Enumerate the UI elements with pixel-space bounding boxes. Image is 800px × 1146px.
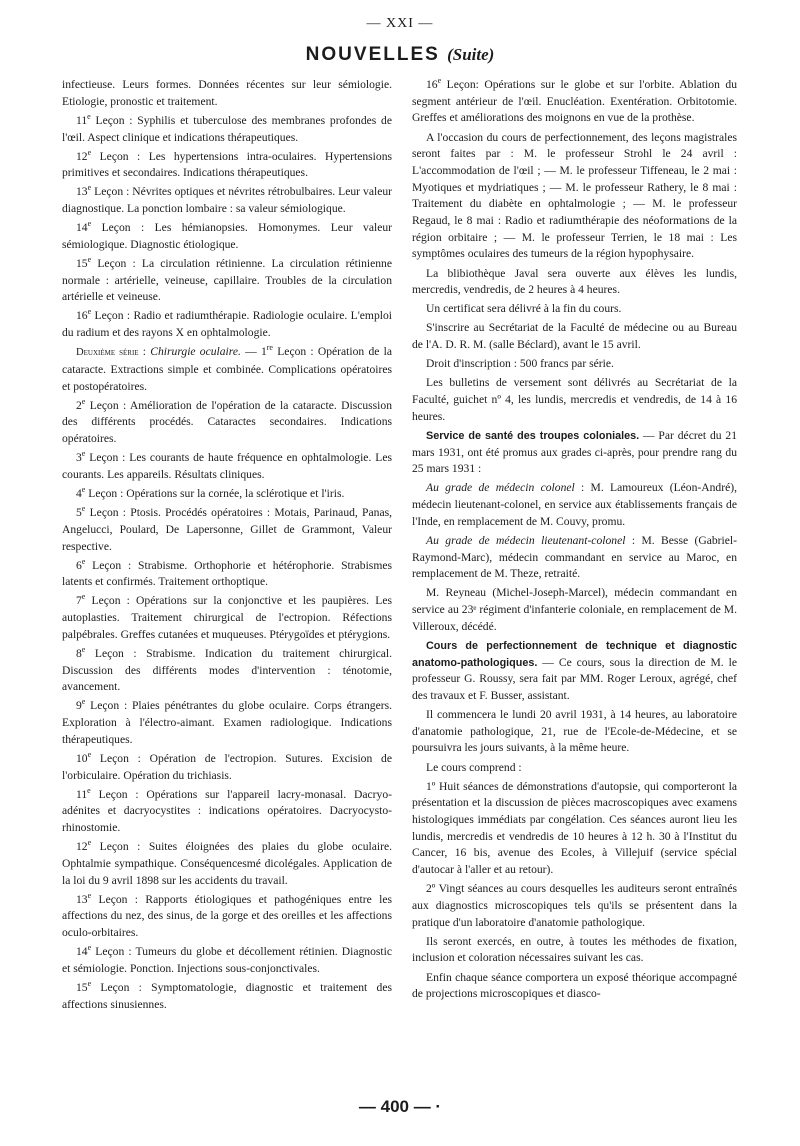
paragraph-text: — Par décret du 21 mars 1931, ont été promus aux grades ci-après, pour prendre rang du 25 mars 1931 : <box>412 428 737 476</box>
paragraph-text: Leçon : Opération de la cataracte. Extractions simple et combinée. Complications opératoires et postopératoires. <box>62 345 392 393</box>
lesson-number: 11 <box>76 113 88 127</box>
paragraph <box>62 787 392 837</box>
paragraph-text: Enfin chaque séance comportera un exposé théorique accompagné de projections microscopiques et diasco- <box>412 970 737 1001</box>
paragraph <box>412 480 737 530</box>
paragraph <box>412 375 737 425</box>
paragraph <box>62 698 392 748</box>
lesson-number-suffix: e <box>81 697 86 707</box>
paragraph-text: Leçon : Strabisme. Indication du traitement chirurgical. Discussion des différents modes d'intervention : ténotomie, avancement. <box>62 646 392 694</box>
paragraph-text: Leçon : Opération de l'ectropion. Sutures. Excision de l'orbiculaire. Opération du trichiasis. <box>62 751 392 782</box>
paragraph <box>412 934 737 967</box>
lesson-number-suffix: e <box>81 645 86 655</box>
paragraph-text: Leçon : Rapports étiologiques et pathogéniques entre les affections du nez, des sinus, de la gorge et des oreilles et les affections oculo-orbitaires. <box>62 892 392 940</box>
lesson-number: 8 <box>76 646 82 660</box>
lesson-number-suffix: e <box>87 943 92 953</box>
paragraph <box>412 356 737 373</box>
paragraph-text: Leçon : Radio et radiumthérapie. Radiologie oculaire. L'emploi du radium et des rayons X en ophtalmologie. <box>62 309 392 340</box>
paragraph <box>62 486 392 503</box>
lesson-number: 4 <box>76 487 82 501</box>
paragraph-text: Leçon : La circulation rétinienne. La circulation rétinienne normale : artérielle, veineuse, capillaire. Troubles de la circulation artérielle et veineuse. <box>62 256 392 304</box>
paragraph-text: Leçon : Syphilis et tuberculose des membranes profondes de l'œil. Aspect clinique et indications thérapeutiques. <box>62 113 392 144</box>
paragraph <box>62 944 392 977</box>
paragraph-text: Leçon : Strabisme. Orthophorie et hétérophorie. Strabismes latents et confirmés. Traitement orthoptique. <box>62 558 392 589</box>
paragraph-text: : M. Besse (Gabriel-Raymond-Marc), médecin commandant en service au Maroc, en remplacement de M. Theze, retraité. <box>412 533 737 581</box>
section-title-suffix: (Suite) <box>447 45 495 64</box>
paragraph <box>412 970 737 1003</box>
paragraph-italic-lead: Au grade de médecin lieutenant-colonel <box>426 533 626 547</box>
lesson-number-suffix: e <box>87 111 91 121</box>
paragraph-text: Leçon : Opérations sur la conjonctive et les paupières. Les autoplasties. Traitement chirurgical de l'ectropion. Réfections palpébrales. Greffes cutanées et muqueuses. Ptérygoïdes et ptérygions. <box>62 594 392 641</box>
paragraph <box>62 308 392 341</box>
lesson-number-suffix: e <box>87 255 92 265</box>
lesson-number-suffix: e <box>437 76 442 86</box>
series-label: Deuxième série <box>76 347 139 359</box>
paragraph-text: infectieuse. Leurs formes. Données récentes sur leur sémiologie. Etiologie, pronostic et traitement. <box>62 78 392 108</box>
lesson-number: 3 <box>76 451 82 465</box>
section-title <box>0 44 800 66</box>
paragraph <box>62 398 392 448</box>
paragraph <box>412 266 737 299</box>
paragraph-text: S'inscrire au Secrétariat de la Faculté de médecine ou au Bureau de l'A. D. R. M. (salle Béclard), avant le 15 avril. <box>412 321 737 352</box>
lesson-number: 11 <box>76 787 88 801</box>
lesson-number: 2 <box>76 398 82 412</box>
paragraph <box>62 839 392 889</box>
paragraph <box>62 646 392 696</box>
lesson-number: 16 <box>426 78 438 91</box>
lesson-number: 16 <box>76 309 88 323</box>
paragraph <box>412 881 737 931</box>
paragraph <box>62 593 392 643</box>
paragraph <box>412 760 737 777</box>
paragraph-text: Leçon : Ptosis. Procédés opératoires : Motais, Parinaud, Panas, Angelucci, Poulard, De Lapersonne, Gillet de Grammont, Valeur respective. <box>62 506 392 553</box>
paragraph-text: 2º Vingt séances au cours desquelles les auditeurs seront entraînés aux diagnostics microscopiques tels qu'ils se présentent dans la pratique d'un laboratoire d'anatomie pathologique. <box>412 882 737 929</box>
lesson-number: 6 <box>76 558 82 572</box>
paragraph-text: Le cours comprend : <box>426 760 522 774</box>
paragraph-text: A l'occasion du cours de perfectionnement, des leçons magistrales seront faites par : M. le professeur Strohl le 24 avril : L'accommodation de l'œil ; — M. le professeur Tiffeneau, le 2 mai : Myotiques et mydriatiques ; — M. le professeur Rathery, le 8 mai : Traitement du diabète en ophtalmologie ; — M. le professeur Regaud, le 8 mai : Radio et radiumthérapie des néoformations de la région orbitaire ; — M. le professeur Terrien, le 18 mai : Les symptômes oculaires des tumeurs de la région hypophysaire. <box>412 130 737 261</box>
paragraph <box>62 505 392 555</box>
lesson-number-suffix: e <box>87 183 92 193</box>
lesson-number-suffix: e <box>81 556 86 566</box>
paragraph <box>412 585 737 635</box>
paragraph <box>62 220 392 253</box>
page-number: — 400 — · <box>358 1097 442 1116</box>
paragraph <box>412 130 737 264</box>
paragraph-text: Un certificat sera délivré à la fin du cours. <box>426 302 622 316</box>
paragraph-text: Leçon : Symptomatologie, diagnostic et traitement des affections sinusiennes. <box>62 981 392 1011</box>
paragraph <box>412 77 737 127</box>
paragraph <box>62 77 392 110</box>
paragraph-text: Leçon : Plaies pénétrantes du globe oculaire. Corps étrangers. Exploration à l'électro-aimant. Examen radiologique. Indications thérapeutiques. <box>62 699 392 746</box>
lesson-number: 14 <box>76 945 88 959</box>
paragraph <box>62 892 392 942</box>
lesson-number: 7 <box>76 594 82 608</box>
lesson-number-suffix: e <box>87 750 92 760</box>
paragraph <box>412 779 737 879</box>
paragraph-heading: Service de santé des troupes coloniales. <box>426 429 640 442</box>
lesson-number: 12 <box>76 149 88 163</box>
paragraph-text: Droit d'inscription : 500 francs par série. <box>426 357 614 371</box>
paragraph <box>412 320 737 353</box>
paragraph-text: Leçon : Tumeurs du globe et décollement rétinien. Diagnostic et sémiologie. Ponction. Injections sous-conjonctivales. <box>62 945 392 975</box>
lesson-number-suffix: e <box>87 147 92 157</box>
paragraph-text: M. Reyneau (Michel-Joseph-Marcel), médecin commandant en service au 23ᵉ régiment d'infanterie coloniale, en remplacement de M. Villeroux, décédé. <box>412 586 737 633</box>
paragraph-text: Il commencera le lundi 20 avril 1931, à 14 heures, au laboratoire d'anatomie pathologique, 21, rue de l'Ecole-de-Médecine, et se poursuivra les jours suivants, à la même heure. <box>412 708 737 755</box>
paragraph-text: 1º Huit séances de démonstrations d'autopsie, qui comporteront la présentation et la discussion de pièces macroscopiques avec examens histologiques immédiats par congélation. Ces séances auront lieu les lundis, mercredis et vendredis de 10 heures à 12 h. 30 à l'Institut du Cancer, 16 bis, avenue des Ecoles, à Villejuif (service spécial d'autocar à l'aller et au retour). <box>412 779 737 877</box>
paragraph <box>62 980 392 1013</box>
lesson-number: 12 <box>76 840 88 854</box>
lesson-number: 13 <box>76 892 88 906</box>
paragraph <box>62 256 392 306</box>
paragraph-text: Leçon : Les hémianopsies. Homonymes. Leur valeur sémiologique. Diagnostic étiologique. <box>62 221 392 251</box>
section-title-text: NOUVELLES <box>305 44 440 65</box>
lesson-number-suffix: e <box>81 485 86 495</box>
paragraph <box>412 707 737 757</box>
right-column <box>412 77 737 1005</box>
lesson-number-suffix: e <box>87 307 92 317</box>
paragraph <box>62 558 392 591</box>
lesson-number: 14 <box>76 221 88 235</box>
lesson-number-suffix: e <box>81 396 86 406</box>
paragraph-heading: Cours de perfectionnement de technique et diagnostic anatomo-pathologiques. <box>412 639 737 669</box>
paragraph-text: Leçon : Amélioration de l'opération de la cataracte. Discussion des différents procédés. Cataractes secondaires. Indications opératoires. <box>62 398 392 446</box>
paragraph <box>62 149 392 182</box>
lesson-number-suffix: e <box>81 504 86 514</box>
series-title: Chirurgie oculaire. <box>150 345 241 359</box>
lesson-number-suffix: e <box>87 979 92 989</box>
lesson-number: 15 <box>76 981 88 995</box>
paragraph <box>412 301 737 318</box>
paragraph-text: Leçon : Opérations sur l'appareil lacry-monasal. Dacryo-adénites et dacryocystites : indications opératoires. Dacryocysto-rhinostomie. <box>62 787 392 835</box>
lesson-number-suffix: e <box>87 785 91 795</box>
paragraph <box>412 638 737 705</box>
lesson-number-suffix: e <box>87 890 92 900</box>
paragraph-text: Leçon : Les hypertensions intra-oculaires. Hypertensions primitives et secondaires. Indications thérapeutiques. <box>62 149 392 180</box>
running-head: — XXI — <box>366 16 434 31</box>
paragraph <box>412 533 737 583</box>
paragraph-text: Les bulletins de versement sont délivrés au Secrétariat de la Faculté, guichet nº 4, les lundis, mercredis et vendredis, de 14 à 16 heures. <box>412 376 737 423</box>
lesson-number-suffix: e <box>87 219 92 229</box>
lesson-number: 13 <box>76 185 88 199</box>
paragraph <box>62 184 392 217</box>
paragraph <box>62 450 392 483</box>
paragraph: Deuxième série : Chirurgie oculaire. — 1re Leçon : Opération de la cataracte. Extractions simple et combinée. Complications opératoires et postopératoires. <box>62 343 392 393</box>
paragraph <box>412 428 737 478</box>
paragraph-text: Leçon : Suites éloignées des plaies du globe oculaire. Ophtalmie sympathique. Conséquencesmé dicolégales. Application de la loi du 9 avril 1898 sur les accidents du travail. <box>62 840 392 887</box>
lesson-number-suffix: e <box>81 449 86 459</box>
paragraph-text: — Ce cours, sous la direction de M. le professeur G. Roussy, sera fait par MM. Roger Leroux, agrégé, chef des travaux et F. Busser, assistant. <box>412 655 737 702</box>
paragraph-text: Leçon : Névrites optiques et névrites rétrobulbaires. Leur valeur diagnostique. La ponction lombaire : sa valeur sémiologique. <box>62 185 392 216</box>
lesson-number: 15 <box>76 256 88 270</box>
paragraph-italic-lead: Au grade de médecin colonel <box>426 481 575 495</box>
paragraph-text: Ils seront exercés, en outre, à toutes les méthodes de fixation, inclusion et coloration nécessaires suivant les cas. <box>412 934 737 965</box>
left-column <box>62 77 392 1016</box>
lesson-number-suffix: e <box>81 592 86 602</box>
lesson-number: 9 <box>76 699 82 713</box>
lesson-number: 1 <box>260 345 267 359</box>
lesson-number-suffix: e <box>87 838 92 848</box>
lesson-number: 10 <box>76 751 88 765</box>
paragraph <box>62 113 392 146</box>
lesson-number-suffix: re <box>266 343 273 353</box>
lesson-number: 5 <box>76 506 82 520</box>
paragraph-text: Leçon : Opérations sur la cornée, la sclérotique et l'iris. <box>85 487 345 501</box>
paragraph-text: : M. Lamoureux (Léon-André), médecin lieutenant-colonel, en service aux établissements français de l'Inde, en remplacement de M. Couvy, promu. <box>412 481 737 528</box>
paragraph-text: Leçon : Les courants de haute fréquence en ophtalmologie. Les courants. Les appareils. Résultats cliniques. <box>62 451 392 481</box>
paragraph <box>62 751 392 784</box>
paragraph-text: Leçon: Opérations sur le globe et sur l'orbite. Ablation du segment antérieur de l'œil. Enucléation. Exentération. Orbitotomie. Greffes et améliorations des moignons en vue de la prothèse. <box>412 78 737 125</box>
paragraph-text: La blibiothèque Javal sera ouverte aux élèves les lundis, mercredis, vendredis, de 2 heures à 4 heures. <box>412 266 737 297</box>
